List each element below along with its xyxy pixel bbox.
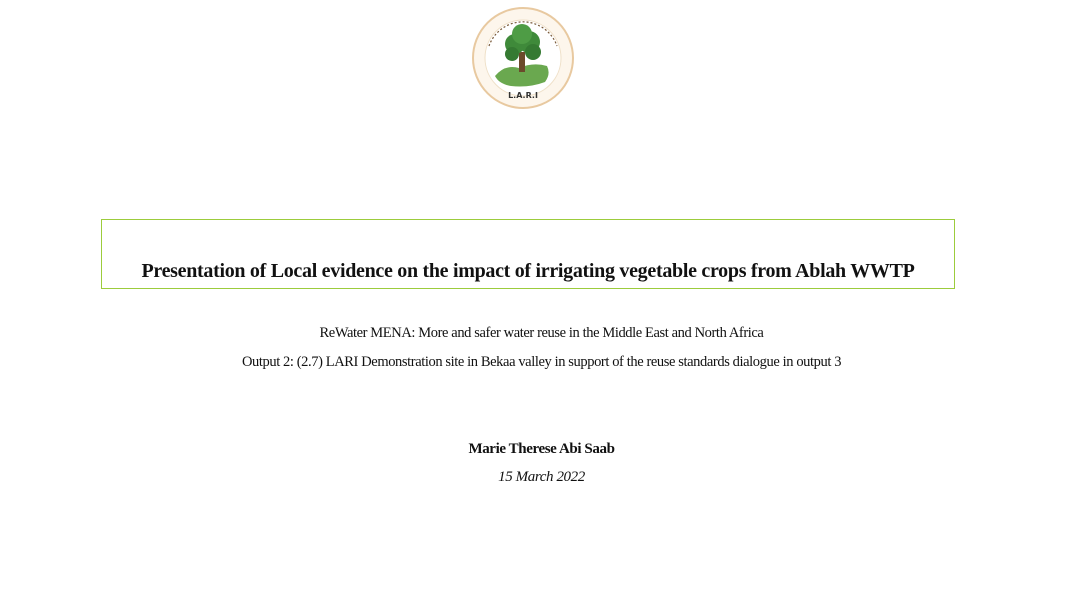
document-date: 15 March 2022	[498, 469, 585, 485]
author-name: Marie Therese Abi Saab	[468, 441, 615, 457]
document-title: Presentation of Local evidence on the impact of irrigating vegetable crops from Ablah WWTP	[141, 260, 915, 282]
title-box	[101, 219, 955, 289]
lari-logo-icon	[471, 6, 575, 110]
subtitle-line-2: Output 2: (2.7) LARI Demonstration site in Bekaa valley in support of the reuse standards dialogue in output 3	[241, 354, 842, 370]
subtitle-line-1: ReWater MENA: More and safer water reuse in the Middle East and North Africa	[319, 325, 764, 341]
logo-text: L.A.R.I	[508, 91, 538, 100]
lari-logo	[471, 6, 575, 110]
